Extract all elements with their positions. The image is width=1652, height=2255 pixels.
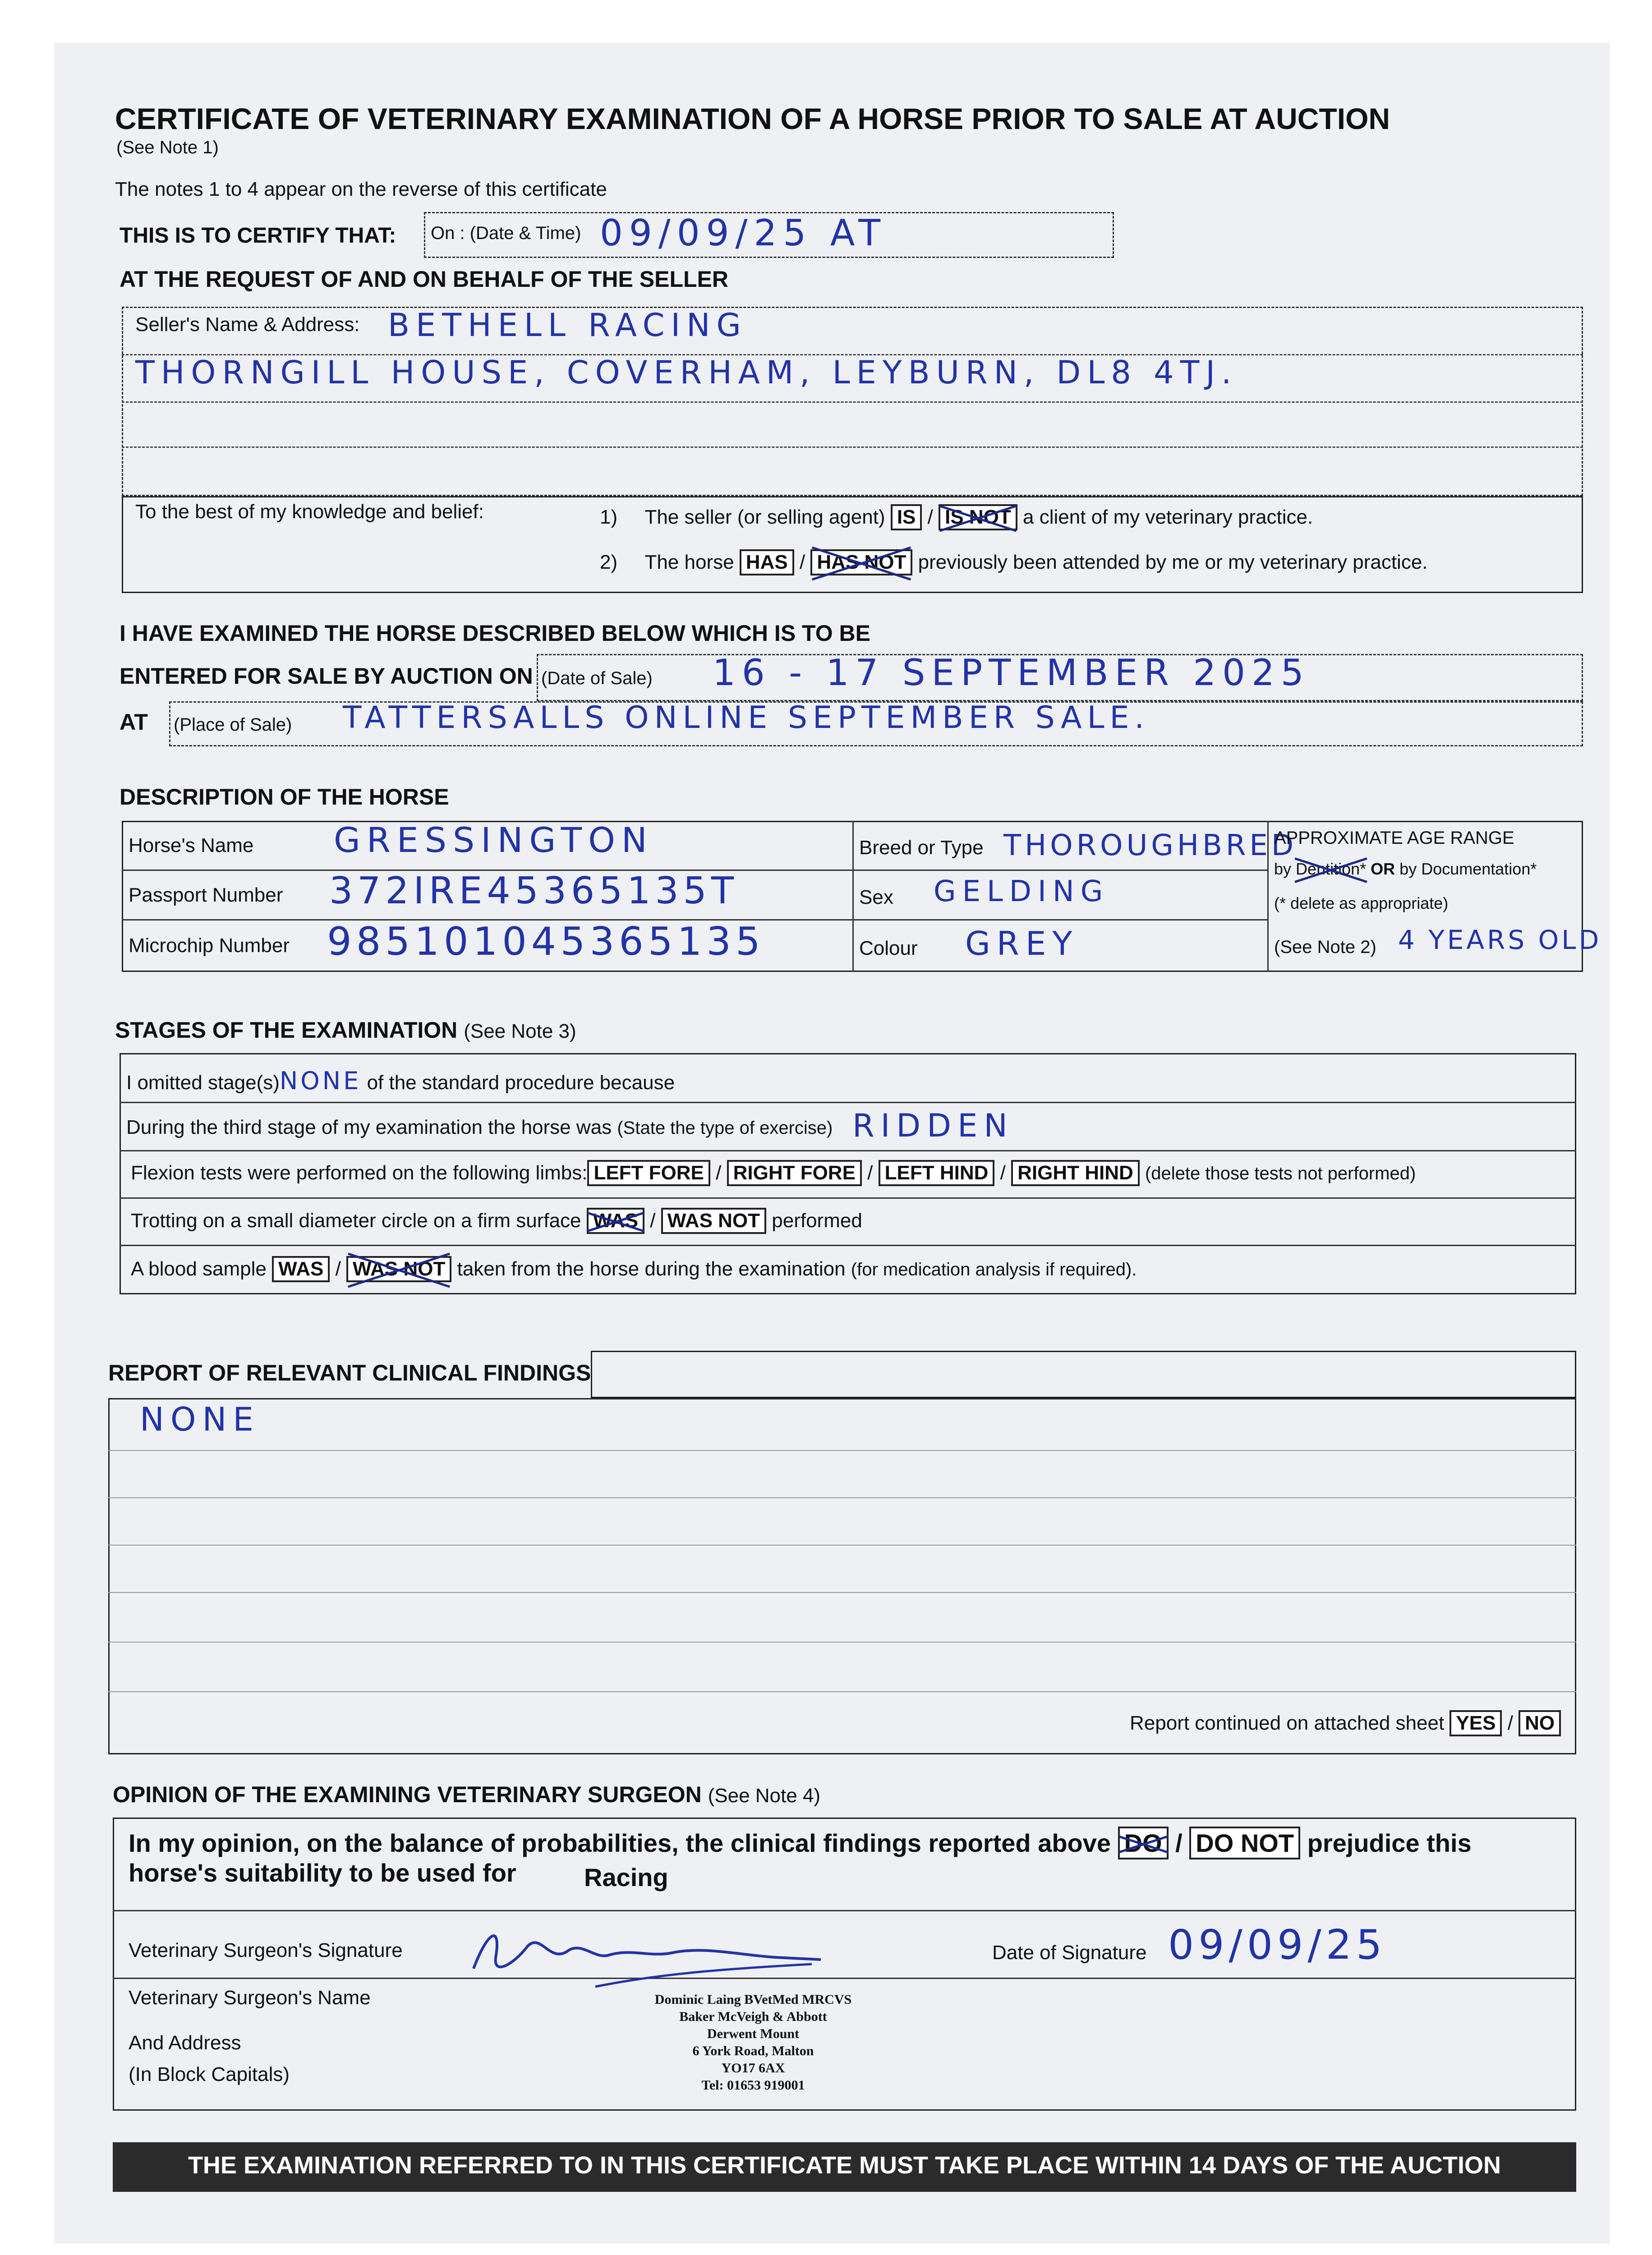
passport-label: Passport Number — [129, 884, 283, 906]
knowledge-label: To the best of my knowledge and belief: — [135, 501, 484, 523]
opinion-statement: In my opinion, on the balance of probabilities, the clinical findings reported above DO / DO NOT prejudice this — [129, 1827, 1472, 1859]
examined-heading: I HAVE EXAMINED THE HORSE DESCRIBED BELOW WHICH IS TO BE — [120, 621, 870, 646]
intended-use-value[interactable]: Racing — [584, 1863, 668, 1891]
vet-signature[interactable] — [460, 1914, 843, 1991]
sex-value[interactable]: GELDING — [934, 875, 1109, 908]
passport-value[interactable]: 372IRE45365135T — [329, 870, 738, 912]
flexion-right-fore[interactable]: RIGHT FORE — [727, 1160, 862, 1186]
age-value[interactable]: 4 YEARS OLD — [1398, 925, 1602, 955]
on-date-value: 09/09/25 AT — [600, 212, 887, 254]
age-documentation-option[interactable]: by Documentation* — [1399, 860, 1537, 878]
third-stage-value[interactable]: RIDDEN — [852, 1107, 1014, 1144]
stages-row-2 — [120, 1150, 1576, 1151]
age-method: by Dentition* OR by Documentation* — [1274, 860, 1537, 878]
horse-name-label: Horse's Name — [129, 834, 254, 856]
description-heading: DESCRIPTION OF THE HORSE — [120, 784, 449, 810]
horse-has-not-option[interactable]: HAS NOT — [810, 549, 912, 575]
omitted-stages-value[interactable]: NONE — [279, 1067, 362, 1095]
seller-line-2 — [122, 401, 1583, 403]
opinion-row-1 — [113, 1910, 1576, 1911]
report-line-4 — [108, 1592, 1576, 1593]
stages-row-1 — [120, 1102, 1576, 1103]
omitted-stages-row: I omitted stage(s)NONE of the standard procedure because — [126, 1067, 675, 1095]
stages-heading: STAGES OF THE EXAMINATION (See Note 3) — [115, 1017, 576, 1043]
flexion-left-hind[interactable]: LEFT HIND — [879, 1160, 995, 1186]
age-dentition-option[interactable]: Dentition* — [1296, 860, 1367, 878]
report-line-1 — [108, 1450, 1576, 1451]
blood-was-not-option[interactable]: WAS NOT — [346, 1256, 451, 1282]
date-of-signature-label: Date of Signature — [992, 1942, 1147, 1964]
breed-label: Breed or Type — [859, 837, 984, 859]
flexion-right-hind[interactable]: RIGHT HIND — [1011, 1160, 1140, 1186]
microchip-value[interactable]: 985101045365135 — [327, 919, 765, 964]
report-line-6 — [108, 1691, 1576, 1692]
certificate-title: CERTIFICATE OF VETERINARY EXAMINATION OF A HORSE PRIOR TO SALE AT AUCTION — [115, 102, 1390, 135]
report-findings-box[interactable] — [108, 1398, 1576, 1754]
breed-value[interactable]: THOROUGHBRED — [1003, 829, 1298, 862]
flexion-row: Flexion tests were performed on the following limbs: LEFT FORE / RIGHT FORE / LEFT HIND / RIGHT HIND (delete those tests not performed) — [131, 1160, 1416, 1186]
seller-name[interactable]: BETHELL RACING — [388, 307, 747, 344]
notes-line: The notes 1 to 4 appear on the reverse of this certificate — [115, 178, 607, 200]
request-heading: AT THE REQUEST OF AND ON BEHALF OF THE SELLER — [120, 267, 728, 292]
report-continued-yes[interactable]: YES — [1450, 1710, 1502, 1736]
footer-banner-text: THE EXAMINATION REFERRED TO IN THIS CERTIFICATE MUST TAKE PLACE WITHIN 14 DAYS OF THE AUCTION — [188, 2152, 1501, 2179]
block-capitals-label: (In Block Capitals) — [129, 2063, 290, 2085]
colour-label: Colour — [859, 937, 918, 959]
report-continued-row: Report continued on attached sheet YES / NO — [1130, 1710, 1561, 1736]
see-note-1: (See Note 1) — [116, 138, 219, 157]
vet-address-label: And Address — [129, 2032, 241, 2054]
blood-sample-row: A blood sample WAS / WAS NOT taken from the horse during the examination (for medication analysis if required). — [131, 1256, 1137, 1282]
blood-was-option[interactable]: WAS — [272, 1256, 330, 1282]
third-stage-row: During the third stage of my examination the horse was (State the type of exercise) — [126, 1116, 833, 1138]
sale-place-label: (Place of Sale) — [174, 715, 292, 735]
vet-name-label: Veterinary Surgeon's Name — [129, 1987, 371, 2009]
trotting-was-option[interactable]: WAS — [587, 1208, 644, 1234]
seller-is-option[interactable]: IS — [891, 504, 922, 530]
seller-line-3 — [122, 446, 1583, 448]
sex-label: Sex — [859, 886, 893, 908]
report-line-3 — [108, 1545, 1576, 1546]
on-date-label: On : (Date & Time) — [431, 223, 581, 243]
age-heading: APPROXIMATE AGE RANGE — [1274, 828, 1514, 848]
seller-client-statement: 1) The seller (or selling agent) IS / IS NOT a client of my veterinary practice. — [600, 504, 1313, 530]
horse-table-col-1 — [852, 821, 854, 972]
opinion-statement-line-2: horse's suitability to be used for — [129, 1859, 516, 1887]
signature-label: Veterinary Surgeon's Signature — [129, 1939, 403, 1961]
sale-place-value[interactable]: TATTERSALLS ONLINE SEPTEMBER SALE. — [343, 700, 1150, 736]
sale-date-label: (Date of Sale) — [541, 668, 653, 688]
vet-stamp: Dominic Laing BVetMed MRCVS Baker McVeigh & Abbott Derwent Mount 6 York Road, Malton YO17 6AX Tel: 01653 919001 — [654, 1992, 852, 2093]
certify-label: THIS IS TO CERTIFY THAT: — [120, 224, 396, 248]
report-heading: REPORT OF RELEVANT CLINICAL FINDINGS — [108, 1360, 591, 1385]
opinion-do-not-option[interactable]: DO NOT — [1189, 1827, 1300, 1859]
report-continued-no[interactable]: NO — [1519, 1710, 1561, 1736]
entered-heading: ENTERED FOR SALE BY AUCTION ON — [120, 663, 533, 689]
stages-row-4 — [120, 1245, 1576, 1246]
report-line-2 — [108, 1497, 1576, 1498]
date-of-signature-value[interactable]: 09/09/25 — [1168, 1921, 1387, 1969]
age-delete-note: (* delete as appropriate) — [1274, 894, 1449, 912]
seller-label: Seller's Name & Address: — [135, 313, 360, 336]
trotting-was-not-option[interactable]: WAS NOT — [661, 1208, 766, 1234]
age-see-note: (See Note 2) — [1274, 937, 1376, 957]
colour-value[interactable]: GREY — [965, 925, 1079, 962]
seller-address[interactable]: THORNGILL HOUSE, COVERHAM, LEYBURN, DL8 4TJ. — [135, 354, 1238, 391]
opinion-row-2 — [113, 1978, 1576, 1979]
horse-has-option[interactable]: HAS — [740, 549, 794, 575]
flexion-left-fore[interactable]: LEFT FORE — [587, 1160, 710, 1186]
report-heading-box — [591, 1351, 1576, 1398]
opinion-do-option[interactable]: DO — [1118, 1827, 1169, 1859]
trotting-row: Trotting on a small diameter circle on a firm surface WAS / WAS NOT performed — [131, 1208, 862, 1234]
stages-row-3 — [120, 1197, 1576, 1199]
horse-name-value[interactable]: GRESSINGTON — [334, 820, 653, 860]
horse-attended-statement: 2) The horse HAS / HAS NOT previously been attended by me or my veterinary practice. — [600, 549, 1428, 575]
report-findings-value[interactable]: NONE — [140, 1400, 260, 1438]
seller-is-not-option[interactable]: IS NOT — [939, 504, 1017, 530]
report-line-5 — [108, 1642, 1576, 1643]
sale-at-label: AT — [120, 709, 148, 735]
sale-date-value[interactable]: 16 - 17 SEPTEMBER 2025 — [713, 652, 1310, 694]
opinion-heading: OPINION OF THE EXAMINING VETERINARY SURGEON (See Note 4) — [113, 1782, 821, 1807]
microchip-label: Microchip Number — [129, 934, 290, 957]
